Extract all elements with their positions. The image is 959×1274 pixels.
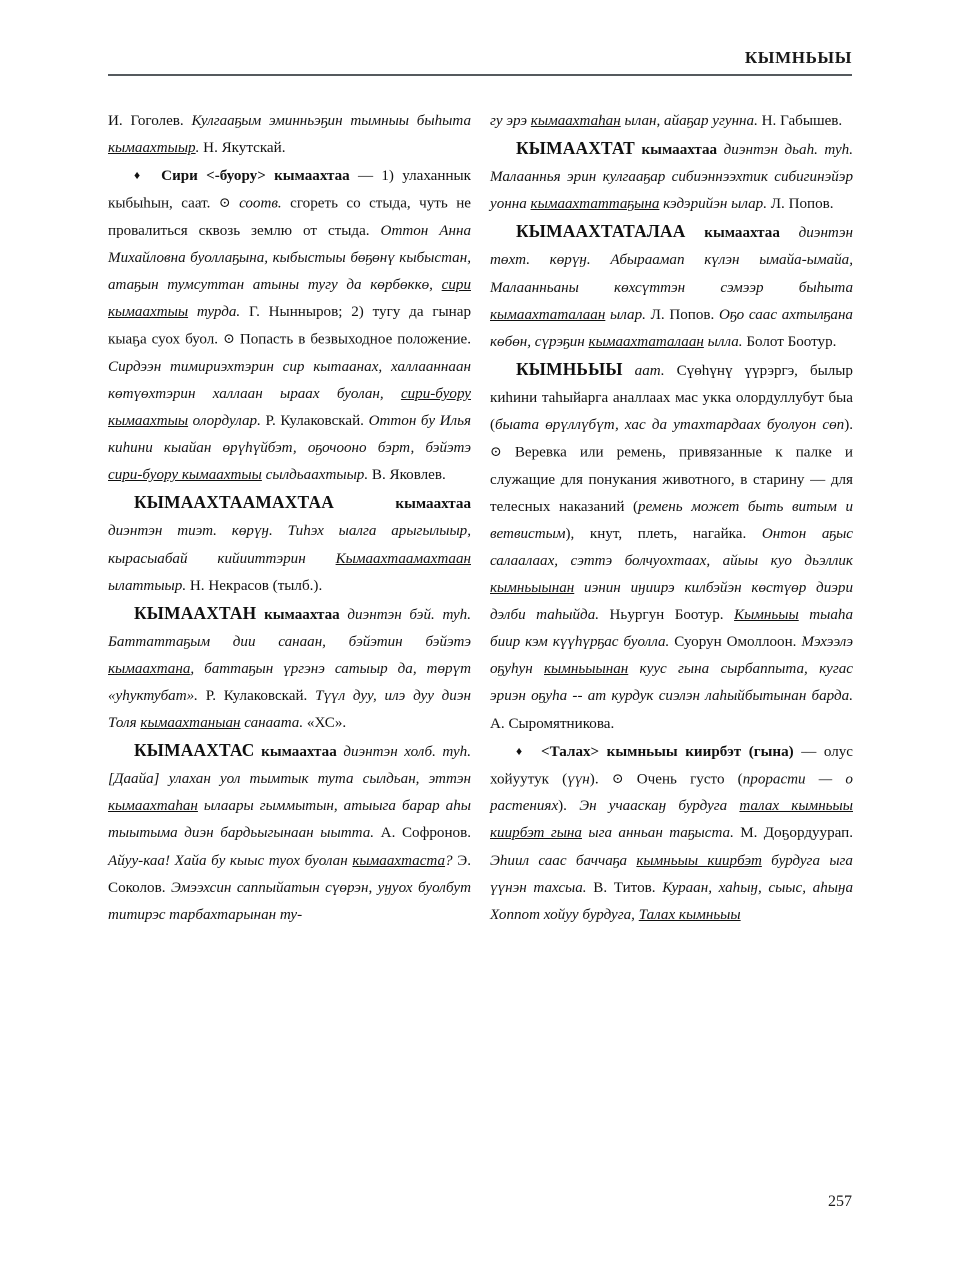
gloss-yakut: олус хойуутук ( bbox=[490, 743, 854, 788]
example-text-tail: бурдуга ыга үүнэн тахсыа. bbox=[490, 852, 853, 896]
definition-yakut: Сүөһүнү үүрэргэ, былыр киһини таһыйарга аналлаах мас укка олордуллубут быа ( bbox=[490, 362, 853, 434]
entry-kymaahtas bbox=[108, 737, 471, 929]
example-text: тыаһа биир кэм күүһүрҕас буолла. bbox=[490, 607, 853, 651]
citation-author: И. Гоголев. bbox=[108, 113, 184, 129]
entry-headword: КЫМНЬЫЫ bbox=[516, 358, 623, 379]
idiom-phrase: Сири <-буору> кымаахтаа bbox=[161, 168, 350, 185]
running-head-text: КЫМНЬЫЫ bbox=[744, 48, 852, 67]
example-headword: талах кымньыы киирбэт гына bbox=[490, 798, 853, 842]
example-text-tail: олордулар. bbox=[188, 413, 261, 430]
example-text-tail: , баттаҕын үргэнэ сатыыр да, төрүт «уһуктубат». bbox=[108, 660, 471, 704]
example-headword: кымаахтаһан bbox=[108, 798, 198, 815]
citation-author: «ХС». bbox=[306, 715, 347, 732]
em-dash: — bbox=[357, 168, 374, 185]
citation-author: Н. Якутскай. bbox=[203, 140, 286, 157]
entry-derived-from: кымаахтаа bbox=[641, 142, 718, 159]
idiom-block-talah-kymnyy bbox=[490, 738, 853, 929]
example-text-tail: ылар. bbox=[605, 306, 646, 323]
citation-author: Р. Кулаковскай. bbox=[265, 413, 364, 430]
definition-russian-parenthetical: ремень может быть витым и ветвистым bbox=[490, 498, 853, 542]
example-bracket-subject: [Даайа] bbox=[108, 771, 160, 788]
example-headword: кымньыынан bbox=[544, 661, 629, 678]
entry-headword: КЫМААХТАТАЛАА bbox=[516, 221, 686, 242]
example-headword: кымаахтана bbox=[108, 660, 191, 677]
example-headword: кымньыынан bbox=[490, 580, 575, 597]
gloss-russian-tail: ). bbox=[558, 798, 567, 815]
example-headword: кымаахтаталаан bbox=[490, 306, 606, 323]
example-text: Кулгааҕым эминньэҕин тымныы быһыта bbox=[191, 113, 472, 129]
example-text: Оттон бу Илья киһини кыайан өрүһүйбэт, оҕочооно бэрт, бэйэтэ bbox=[108, 413, 472, 457]
sense-number: 1) bbox=[381, 168, 394, 185]
entry-kymaahtat bbox=[490, 135, 853, 218]
paragraph-continuation bbox=[108, 108, 471, 162]
header-rule bbox=[108, 74, 852, 76]
circle-bullet-icon: ⊙ bbox=[218, 196, 231, 212]
citation-author: А. Софронов. bbox=[380, 825, 471, 842]
example-headword: кымаахтаталаан bbox=[588, 333, 704, 350]
em-dash: — bbox=[801, 743, 817, 760]
entry-headword: КЫМААХТААМАХТАА bbox=[134, 492, 335, 513]
circle-bullet-icon: ⊙ bbox=[223, 332, 235, 348]
sense-russian: сгореть со стыда, чуть не провалиться сквозь землю от стыда. bbox=[108, 195, 471, 239]
example-headword: кымаахтыыр bbox=[108, 140, 196, 157]
example-headword: сири кымаахтыы bbox=[108, 277, 471, 321]
example-text-tail: куус гына сырбаппыта, кугас эриэн оҕуһа -- ат курдук сиэлэн лаһыйбытынан барда. bbox=[490, 661, 853, 705]
example-text: Оттон Анна Михайловна буоллаҕына, кыбыстыы бөҕөнү кыбыстан, атаҕын тумсуттан атыны тугу да көрбөккө, bbox=[108, 222, 471, 294]
example-text-tail: ? bbox=[445, 852, 453, 869]
citation-author: А. Сыромятникова. bbox=[490, 715, 615, 732]
example-text-tail: ылаары гыммытын, атыыга барар аһы тыытыма диэн бардьыгынаан ыытта. bbox=[108, 798, 471, 842]
example-text: Айуу-каа! Хайа бу кыыс туох буолан bbox=[108, 852, 353, 869]
citation-author: В. Яковлев. bbox=[371, 467, 446, 484]
citation-author: М. Доҕордуурап. bbox=[740, 825, 853, 842]
column-right bbox=[490, 108, 853, 1173]
citation-author: Р. Кулаковскай. bbox=[205, 687, 308, 704]
sense-yakut: тугу да гынар кыаҕа суох буол. bbox=[108, 304, 472, 348]
entry-headword: КЫМААХТАН bbox=[134, 602, 257, 623]
example-headword: Кымньыы bbox=[734, 607, 799, 624]
citation-author: В. Титов. bbox=[593, 879, 656, 896]
entry-headword: КЫМААХТАС bbox=[134, 740, 255, 761]
gloss-yakut-tail: ). bbox=[589, 771, 599, 788]
circle-bullet-icon: ⊙ bbox=[490, 445, 502, 461]
definition-yakut-parenthetical: быата өрүллүбүт, хас да утахтардаах буолуон сөп bbox=[495, 417, 845, 434]
citation-author: Ньургун Боотур. bbox=[609, 607, 724, 624]
entry-kymaahtan bbox=[108, 600, 471, 737]
example-headword: сири-буору кымаахтыы bbox=[108, 385, 471, 430]
citation-author: Н. Габышев. bbox=[761, 113, 843, 129]
example-text: Мэхээлэ оҕуһун bbox=[490, 634, 853, 678]
sense-number: 2) bbox=[351, 304, 364, 321]
column-left bbox=[108, 108, 471, 1173]
paragraph-continuation bbox=[490, 108, 853, 135]
example-text-tail: иэнин иӈиирэ килбэйэн көстүөр диэри дэлби таһыйда. bbox=[490, 580, 853, 624]
example-text-tail: ыга анньан таҕыста. bbox=[581, 825, 734, 842]
entry-part-of-speech: аат. bbox=[634, 362, 665, 379]
example-text: Тиһэх ыалга арыгылыыр, кырасыабай кийииттэрин bbox=[108, 523, 472, 567]
citation-author: Г. Нынныров; bbox=[249, 304, 343, 321]
example-text: Малааннья эрин кулгааҕар сибиэннээхтик сибигинэйэр уонна bbox=[490, 169, 853, 213]
sense-yakut: улаханнык кыбыһын, саат. bbox=[108, 168, 471, 212]
example-text-tail: сылдьаахтыыр. bbox=[261, 467, 369, 484]
citation-author: Болот Боотур. bbox=[746, 333, 837, 350]
example-text-tail: ылла. bbox=[703, 333, 743, 350]
example-text: Түүл дуу, илэ дуу диэн Толя bbox=[108, 687, 471, 732]
example-text: гу эрэ bbox=[490, 113, 531, 129]
gloss-yakut-parenthetical: үүн bbox=[567, 771, 590, 788]
entry-derived-from: кымаахтаа bbox=[264, 606, 340, 623]
idiom-block-siri-buoru bbox=[108, 162, 471, 489]
entry-kymnyy bbox=[490, 356, 853, 738]
example-text-tail: ылаттыыр. bbox=[108, 577, 187, 594]
example-headword: кымаахтаста bbox=[352, 852, 446, 869]
entry-grammar-note: диэнтэн төхт. көрүӈ. bbox=[490, 225, 853, 269]
example-text: Абыраамап күлэн ымайа-ымайа, Малаанньаны көхсүттэн сэмээр быһыта bbox=[490, 252, 853, 296]
example-headword: кымньыы киирбэт bbox=[636, 852, 762, 869]
definition-russian: Веревка или ремень, привязанные к палке и служащие для понукания животного, в старину — для телесных наказаний ( bbox=[490, 444, 853, 515]
example-text: Баттаттаҕым дии санаан, бэйэтин бэйэтэ bbox=[108, 633, 471, 650]
running-head bbox=[108, 48, 852, 68]
definition-russian-tail: ), кнут, плеть, нагайка. bbox=[565, 525, 747, 542]
example-text-continued: Эмээхсин саппыйатын сүөрэн, уӈуох буолбут титирэс тарбахтарынан ту- bbox=[108, 879, 471, 923]
entry-derived-from: кымаахтаа bbox=[704, 225, 780, 242]
entry-grammar-note: диэнтэн холб. туһ. bbox=[343, 744, 471, 761]
idiom-phrase: <Талах> кымньыы киирбэт (гына) bbox=[541, 743, 794, 760]
page-number: 257 bbox=[828, 1193, 852, 1210]
example-text-tail: кэдэрийэн ылар. bbox=[659, 196, 767, 213]
entry-grammar-note: диэнтэн тиэт. көрүӈ. bbox=[108, 523, 273, 540]
definition-yakut-tail: ). bbox=[844, 417, 853, 434]
citation-author: Н. Некрасов (тылб.). bbox=[189, 577, 323, 594]
entry-grammar-note: диэнтэн дьаһ. туһ. bbox=[723, 142, 853, 159]
gloss-russian-parenthetical: прорасти — о растениях bbox=[490, 771, 853, 815]
diamond-icon: ♦ bbox=[134, 168, 145, 183]
sense-russian: Попасть в безвыходное положение. bbox=[239, 331, 471, 348]
entry-kymaahtaamahtaa bbox=[108, 489, 471, 599]
entry-grammar-note: диэнтэн бэй. туһ. bbox=[347, 606, 471, 623]
example-headword: кымаахтаһан bbox=[530, 113, 621, 129]
citation-author: Л. Попов. bbox=[650, 306, 715, 323]
gloss-russian: Очень густо ( bbox=[636, 771, 743, 788]
example-headword: кымаахтаныан bbox=[140, 715, 241, 732]
example-text: Кураан, хаһыӈ, сыыс, аһыӈа Хоппот хойуу бурдуга, bbox=[490, 879, 853, 923]
circle-bullet-icon: ⊙ bbox=[611, 771, 624, 787]
example-text: Оҕо саас ахтылҕана көбөн, сүрэҕин bbox=[490, 306, 853, 350]
example-text-tail: санаата. bbox=[240, 715, 304, 732]
abbr-sootv: соотв. bbox=[239, 195, 282, 212]
page-folio bbox=[108, 1193, 852, 1211]
example-text-tail: турда. bbox=[188, 304, 241, 321]
example-text: улахан уол тымтык тута сылдьан, эттэн bbox=[168, 771, 471, 788]
example-headword: Талах кымньыы bbox=[638, 906, 741, 923]
diamond-icon: ♦ bbox=[516, 743, 526, 758]
example-headword: Кымаахтаамахтаан bbox=[335, 550, 471, 567]
text-columns bbox=[108, 108, 853, 1173]
example-text: Эһиил саас баччаҕа bbox=[490, 852, 637, 869]
example-headword: сири-буору кымаахтыы bbox=[108, 467, 262, 484]
citation-author: Л. Попов. bbox=[770, 196, 834, 213]
citation-author: Э. Соколов. bbox=[108, 852, 471, 896]
example-text: Эн учааскаӈ бурдуга bbox=[579, 798, 740, 815]
example-text-tail: ылан, айаҕар угунна. bbox=[620, 113, 758, 129]
example-text: Онтон аҕыс салаалаах, сэттэ болчуохтаах, айыы куо дьэллик bbox=[490, 525, 853, 569]
entry-derived-from: кымаахтаа bbox=[395, 496, 471, 513]
example-text: Сирдээн тимириэхтэрин сир кытаанах, халлааннаан көтүөхтэрин халлаан ыраах буолан, bbox=[108, 358, 471, 402]
citation-author: Суорун Омоллоон. bbox=[674, 634, 797, 651]
entry-kymaahtatalaa bbox=[490, 218, 853, 355]
entry-headword: КЫМААХТАТ bbox=[516, 138, 635, 159]
example-headword: кымаахтаттаҕына bbox=[530, 196, 660, 213]
entry-derived-from: кымаахтаа bbox=[261, 744, 337, 761]
example-text-tail: . bbox=[195, 140, 200, 157]
